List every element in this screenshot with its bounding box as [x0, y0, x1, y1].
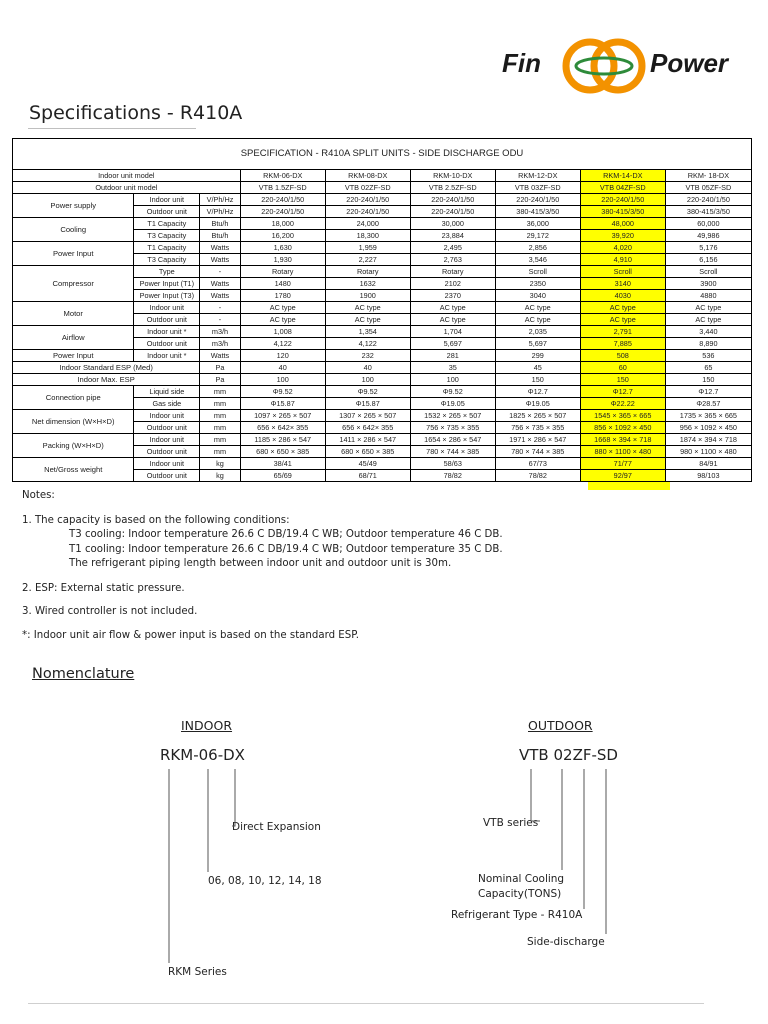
value-cell: 98/103 [665, 470, 751, 482]
indoor-model-cell: RKM-12-DX [495, 170, 580, 182]
value-cell: Φ15.87 [325, 398, 410, 410]
value-cell: 220-240/1/50 [240, 194, 325, 206]
row-sub-label: T1 Capacity [134, 218, 200, 230]
value-cell: 656 × 642× 355 [240, 422, 325, 434]
value-cell: 1,630 [240, 242, 325, 254]
row-group-label: Power supply [13, 194, 134, 218]
row-unit: Btu/h [200, 218, 240, 230]
value-cell: 1185 × 286 × 547 [240, 434, 325, 446]
value-cell: Φ12.7 [580, 386, 665, 398]
value-cell: 150 [665, 374, 751, 386]
indoor-sizes-label: 06, 08, 10, 12, 14, 18 [208, 875, 322, 887]
table-title: SPECIFICATION - R410A SPLIT UNITS - SIDE DISCHARGE ODU [13, 139, 752, 170]
value-cell: 956 × 1092 × 450 [665, 422, 751, 434]
value-cell: 2,791 [580, 326, 665, 338]
value-cell: 656 × 642× 355 [325, 422, 410, 434]
outdoor-capacity-label-line2: Capacity(TONS) [478, 888, 562, 900]
note-4: *: Indoor unit air flow & power input is based on the standard ESP. [22, 630, 360, 641]
value-cell: 3900 [665, 278, 751, 290]
row-sub-label: Outdoor unit [134, 446, 200, 458]
row-group-label: Power Input [13, 242, 134, 266]
value-cell: 100 [325, 374, 410, 386]
value-cell: 8,890 [665, 338, 751, 350]
value-cell: 4,122 [240, 338, 325, 350]
indoor-code: RKM-06-DX [160, 746, 245, 764]
value-cell: 508 [580, 350, 665, 362]
value-cell: 1545 × 365 × 665 [580, 410, 665, 422]
value-cell: 380-415/3/50 [495, 206, 580, 218]
value-cell: Φ19.05 [410, 398, 495, 410]
outdoor-series-label: VTB series [483, 817, 539, 829]
row-sub-label: Indoor unit [134, 434, 200, 446]
value-cell: 2,856 [495, 242, 580, 254]
note-2: 2. ESP: External static pressure. [22, 583, 185, 594]
value-cell: Φ28.57 [665, 398, 751, 410]
value-cell: 1307 × 265 × 507 [325, 410, 410, 422]
value-cell: 6,156 [665, 254, 751, 266]
value-cell: Rotary [325, 266, 410, 278]
value-cell: AC type [410, 302, 495, 314]
value-cell: AC type [495, 314, 580, 326]
row-unit: - [200, 314, 240, 326]
value-cell: 856 × 1092 × 450 [580, 422, 665, 434]
value-cell: AC type [240, 314, 325, 326]
indoor-model-cell: RKM-14-DX [580, 170, 665, 182]
value-cell: Scroll [495, 266, 580, 278]
value-cell: AC type [240, 302, 325, 314]
value-cell: 299 [495, 350, 580, 362]
row-sub-label: Outdoor unit [134, 422, 200, 434]
outdoor-code: VTB 02ZF-SD [519, 746, 618, 764]
row-group-label: Connection pipe [13, 386, 134, 410]
row-unit: Watts [200, 254, 240, 266]
row-unit: mm [200, 386, 240, 398]
row-group-label: Motor [13, 302, 134, 326]
outdoor-model-cell: VTB 1.5ZF-SD [240, 182, 325, 194]
row-group-label: Net/Gross weight [13, 458, 134, 482]
value-cell: 100 [410, 374, 495, 386]
value-cell: 35 [410, 362, 495, 374]
value-cell: Φ19.05 [495, 398, 580, 410]
row-unit: Watts [200, 350, 240, 362]
value-cell: 120 [240, 350, 325, 362]
note-1: 1. The capacity is based on the following conditions: [22, 515, 290, 526]
value-cell: 2102 [410, 278, 495, 290]
outdoor-model-cell: VTB 03ZF-SD [495, 182, 580, 194]
value-cell: 220-240/1/50 [325, 194, 410, 206]
row-unit: kg [200, 470, 240, 482]
value-cell: 3040 [495, 290, 580, 302]
value-cell: 39,920 [580, 230, 665, 242]
indoor-model-cell: RKM-08-DX [325, 170, 410, 182]
value-cell: 5,697 [495, 338, 580, 350]
note-1-t3: T3 cooling: Indoor temperature 26.6 C DB/19.4 C WB; Outdoor temperature 46 C DB. [69, 529, 503, 540]
value-cell: 1900 [325, 290, 410, 302]
value-cell: 84/91 [665, 458, 751, 470]
value-cell: 150 [580, 374, 665, 386]
value-cell: 1825 × 265 × 507 [495, 410, 580, 422]
row-unit: Watts [200, 290, 240, 302]
value-cell: 5,697 [410, 338, 495, 350]
value-cell: 1632 [325, 278, 410, 290]
row-unit: m3/h [200, 326, 240, 338]
value-cell: 45/49 [325, 458, 410, 470]
value-cell: 220-240/1/50 [410, 206, 495, 218]
value-cell: Φ9.52 [325, 386, 410, 398]
value-cell: 36,000 [495, 218, 580, 230]
outdoor-model-cell: VTB 2.5ZF-SD [410, 182, 495, 194]
value-cell: 49,986 [665, 230, 751, 242]
outdoor-refrigerant-label: Refrigerant Type - R410A [451, 909, 583, 921]
value-cell: 3,546 [495, 254, 580, 266]
value-cell: 1971 × 286 × 547 [495, 434, 580, 446]
value-cell: 29,172 [495, 230, 580, 242]
page-title: Specifications - R410A [29, 102, 243, 124]
value-cell: AC type [580, 314, 665, 326]
value-cell: 65 [665, 362, 751, 374]
value-cell: AC type [580, 302, 665, 314]
row-group-label: Net dimension (W×H×D) [13, 410, 134, 434]
row-unit: Pa [200, 374, 240, 386]
note-1-t1: T1 cooling: Indoor temperature 26.6 C DB/19.4 C WB; Outdoor temperature 35 C DB. [69, 544, 503, 555]
row-unit: - [200, 266, 240, 278]
value-cell: 1097 × 265 × 507 [240, 410, 325, 422]
row-sub-label: Indoor unit * [134, 350, 200, 362]
value-cell: AC type [325, 314, 410, 326]
value-cell: 680 × 650 × 385 [325, 446, 410, 458]
outdoor-capacity-label-line1: Nominal Cooling [478, 873, 565, 885]
note-3: 3. Wired controller is not included. [22, 606, 198, 617]
row-group-label: Power Input [13, 350, 134, 362]
value-cell: 38/41 [240, 458, 325, 470]
value-cell: 220-240/1/50 [665, 194, 751, 206]
value-cell: 4880 [665, 290, 751, 302]
value-cell: 92/97 [580, 470, 665, 482]
row-unit: - [200, 302, 240, 314]
value-cell: 1480 [240, 278, 325, 290]
value-cell: 40 [240, 362, 325, 374]
value-cell: 756 × 735 × 355 [410, 422, 495, 434]
row-sub-label: Gas side [134, 398, 200, 410]
row-sub-label: Outdoor unit [134, 470, 200, 482]
outdoor-model-cell: VTB 05ZF-SD [665, 182, 751, 194]
value-cell: 780 × 744 × 385 [495, 446, 580, 458]
value-cell: 67/73 [495, 458, 580, 470]
value-cell: 18,000 [240, 218, 325, 230]
value-cell: 18,300 [325, 230, 410, 242]
value-cell: 1654 × 286 × 547 [410, 434, 495, 446]
row-sub-label: Outdoor unit [134, 206, 200, 218]
row-sub-label: Indoor unit [134, 302, 200, 314]
value-cell: 756 × 735 × 355 [495, 422, 580, 434]
row-unit: m3/h [200, 338, 240, 350]
indoor-model-cell: RKM- 18-DX [665, 170, 751, 182]
value-cell: 16,200 [240, 230, 325, 242]
value-cell: 1780 [240, 290, 325, 302]
row-sub-label: Outdoor unit [134, 314, 200, 326]
row-sub-label: T3 Capacity [134, 254, 200, 266]
value-cell: 4,910 [580, 254, 665, 266]
value-cell: AC type [665, 302, 751, 314]
row-sub-label: Type [134, 266, 200, 278]
value-cell: AC type [665, 314, 751, 326]
value-cell: Φ9.52 [240, 386, 325, 398]
value-cell: 1668 × 394 × 718 [580, 434, 665, 446]
value-cell: 1411 × 286 × 547 [325, 434, 410, 446]
row-unit: Watts [200, 242, 240, 254]
row-sub-label: T1 Capacity [134, 242, 200, 254]
outdoor-heading: OUTDOOR [528, 718, 593, 733]
value-cell: AC type [410, 314, 495, 326]
note-1-piping: The refrigerant piping length between indoor unit and outdoor unit is 30m. [69, 558, 452, 569]
row-unit: V/Ph/Hz [200, 194, 240, 206]
value-cell: 78/82 [495, 470, 580, 482]
row-group-label: Packing (W×H×D) [13, 434, 134, 458]
indoor-direct-expansion-label: Direct Expansion [232, 821, 321, 833]
value-cell: 150 [495, 374, 580, 386]
value-cell: 7,885 [580, 338, 665, 350]
value-cell: 780 × 744 × 385 [410, 446, 495, 458]
indoor-model-cell: RKM-06-DX [240, 170, 325, 182]
value-cell: 60 [580, 362, 665, 374]
value-cell: Scroll [665, 266, 751, 278]
value-cell: 220-240/1/50 [410, 194, 495, 206]
value-cell: 5,176 [665, 242, 751, 254]
value-cell: 71/77 [580, 458, 665, 470]
value-cell: 2350 [495, 278, 580, 290]
value-cell: 1874 × 394 × 718 [665, 434, 751, 446]
row-sub-label: Power Input (T3) [134, 290, 200, 302]
row-unit: mm [200, 434, 240, 446]
outdoor-model-cell: VTB 04ZF-SD [580, 182, 665, 194]
value-cell: 2370 [410, 290, 495, 302]
value-cell: 65/69 [240, 470, 325, 482]
value-cell: 23,884 [410, 230, 495, 242]
outdoor-model-label: Outdoor unit model [13, 182, 241, 194]
indoor-model-label: Indoor unit model [13, 170, 241, 182]
value-cell: Φ22.22 [580, 398, 665, 410]
value-cell: Scroll [580, 266, 665, 278]
row-unit: Watts [200, 278, 240, 290]
row-unit: V/Ph/Hz [200, 206, 240, 218]
value-cell: 40 [325, 362, 410, 374]
row-sub-label: Liquid side [134, 386, 200, 398]
value-cell: 232 [325, 350, 410, 362]
row-group-label: Airflow [13, 326, 134, 350]
row-sub-label: Indoor unit [134, 458, 200, 470]
value-cell: 30,000 [410, 218, 495, 230]
row-unit: mm [200, 446, 240, 458]
row-sub-label: Indoor unit [134, 410, 200, 422]
outdoor-model-cell: VTB 02ZF-SD [325, 182, 410, 194]
value-cell: 1,704 [410, 326, 495, 338]
row-unit: mm [200, 410, 240, 422]
row-unit: kg [200, 458, 240, 470]
row-sub-label: Outdoor unit [134, 338, 200, 350]
value-cell: 4,122 [325, 338, 410, 350]
row-group-label: Compressor [13, 266, 134, 302]
value-cell: 78/82 [410, 470, 495, 482]
bottom-divider [28, 1003, 704, 1004]
value-cell: 58/63 [410, 458, 495, 470]
row-unit: Btu/h [200, 230, 240, 242]
value-cell: 1,959 [325, 242, 410, 254]
value-cell: 980 × 1100 × 480 [665, 446, 751, 458]
value-cell: 536 [665, 350, 751, 362]
value-cell: 281 [410, 350, 495, 362]
value-cell: 48,000 [580, 218, 665, 230]
value-cell: 380-415/3/50 [665, 206, 751, 218]
row-unit: mm [200, 398, 240, 410]
value-cell: 380-415/3/50 [580, 206, 665, 218]
value-cell: 1,008 [240, 326, 325, 338]
value-cell: AC type [325, 302, 410, 314]
value-cell: 2,035 [495, 326, 580, 338]
value-cell: 220-240/1/50 [325, 206, 410, 218]
value-cell: 1532 × 265 × 507 [410, 410, 495, 422]
value-cell: 1735 × 365 × 665 [665, 410, 751, 422]
value-cell: 1,930 [240, 254, 325, 266]
value-cell: 220-240/1/50 [495, 194, 580, 206]
value-cell: 60,000 [665, 218, 751, 230]
value-cell: 4030 [580, 290, 665, 302]
row-sub-label: Power Input (T1) [134, 278, 200, 290]
logo-text-fin: Fin [502, 48, 541, 78]
value-cell: Φ12.7 [495, 386, 580, 398]
indoor-series-label: RKM Series [168, 966, 227, 978]
value-cell: 2,495 [410, 242, 495, 254]
row-group-label: Indoor Standard ESP (Med) [13, 362, 200, 374]
notes-title: Notes: [22, 490, 55, 501]
outdoor-discharge-label: Side-discharge [527, 936, 605, 948]
value-cell: Φ15.87 [240, 398, 325, 410]
row-group-label: Indoor Max. ESP [13, 374, 200, 386]
row-sub-label: Indoor unit [134, 194, 200, 206]
indoor-heading: INDOOR [181, 718, 233, 733]
value-cell: 1,354 [325, 326, 410, 338]
row-group-label: Cooling [13, 218, 134, 242]
value-cell: 680 × 650 × 385 [240, 446, 325, 458]
value-cell: Φ9.52 [410, 386, 495, 398]
value-cell: 45 [495, 362, 580, 374]
value-cell: Rotary [240, 266, 325, 278]
value-cell: 3140 [580, 278, 665, 290]
value-cell: AC type [495, 302, 580, 314]
row-sub-label: T3 Capacity [134, 230, 200, 242]
value-cell: 2,763 [410, 254, 495, 266]
value-cell: 880 × 1100 × 480 [580, 446, 665, 458]
value-cell: 24,000 [325, 218, 410, 230]
value-cell: 2,227 [325, 254, 410, 266]
value-cell: 100 [240, 374, 325, 386]
value-cell: 68/71 [325, 470, 410, 482]
logo-text-power: Power [650, 48, 729, 78]
value-cell: 220-240/1/50 [580, 194, 665, 206]
nomenclature-title: Nomenclature [32, 666, 135, 682]
value-cell: 3,440 [665, 326, 751, 338]
row-unit: Pa [200, 362, 240, 374]
indoor-model-cell: RKM-10-DX [410, 170, 495, 182]
row-unit: mm [200, 422, 240, 434]
value-cell: Rotary [410, 266, 495, 278]
value-cell: 4,020 [580, 242, 665, 254]
value-cell: 220-240/1/50 [240, 206, 325, 218]
value-cell: Φ12.7 [665, 386, 751, 398]
row-sub-label: Indoor unit * [134, 326, 200, 338]
